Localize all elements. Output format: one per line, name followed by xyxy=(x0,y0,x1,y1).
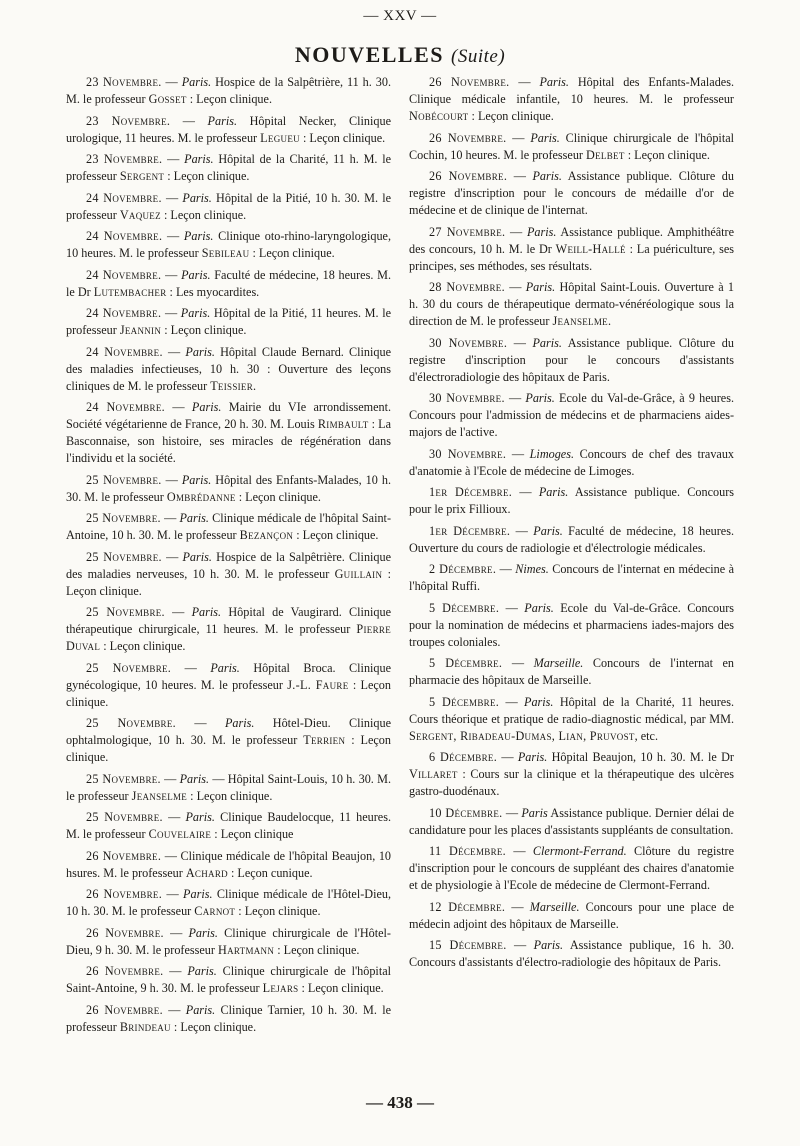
news-entry xyxy=(66,848,391,882)
entry-name: J.-L. Faure xyxy=(287,677,349,692)
news-entry xyxy=(66,886,391,920)
news-entry xyxy=(66,771,391,805)
entry-text: Concours de l'internat en pharmacie des hôpitaux de Marseille. xyxy=(409,656,735,687)
entry-date: 5 Décembre. xyxy=(429,600,500,615)
entry-place: Marseille. xyxy=(529,899,580,914)
news-entry xyxy=(409,749,734,800)
entry-tail: : Leçon clinique. xyxy=(66,677,391,709)
entry-date: 30 Novembre. xyxy=(429,335,508,350)
entry-dash: — xyxy=(506,130,531,145)
entry-date: 25 Novembre. xyxy=(86,810,163,824)
entry-date: 24 Novembre. xyxy=(86,400,165,414)
entry-dash: — xyxy=(161,306,181,320)
entry-text: Hôpital de la Charité, 11 h. M. le professeur xyxy=(66,152,392,183)
entry-date: 28 Novembre. xyxy=(429,280,505,294)
entry-tail: : Leçon clinique. xyxy=(298,981,384,995)
entry-place: Marseille. xyxy=(533,656,584,670)
entry-date: 6 Décembre. xyxy=(429,750,498,764)
entry-text: Clinique médicale de l'Hôtel-Dieu, 10 h. 30. M. le professeur xyxy=(66,887,392,918)
entry-dash: — xyxy=(161,190,183,205)
news-entry xyxy=(66,660,391,711)
entry-date: 24 Novembre. xyxy=(86,267,162,282)
entry-date: 25 Novembre. xyxy=(86,472,162,487)
entry-text: Hôpital Necker, Clinique urologique, 11 heures. M. le professeur xyxy=(66,113,392,145)
entry-name: Weill-Hallé xyxy=(555,241,626,256)
entry-place: Paris. xyxy=(181,472,212,487)
entry-date: 26 Novembre. xyxy=(429,75,510,89)
right-column xyxy=(409,74,734,976)
entry-text: Hospice de la Salpêtrière, 11 h. 30. M. le professeur xyxy=(66,75,391,106)
entry-text: Clinique Tarnier, 10 h. 30. M. le professeur xyxy=(66,1002,391,1034)
entry-text: Clinique Baudelocque, 11 heures. M. le professeur xyxy=(66,810,392,841)
entry-tail: : Leçon clinique. xyxy=(249,246,335,260)
entry-dash: — xyxy=(504,280,526,294)
entry-dash: — xyxy=(506,938,534,952)
entry-dash: — xyxy=(171,660,211,675)
entry-name: Nobécourt xyxy=(409,109,469,123)
entry-place: Paris. xyxy=(525,391,555,405)
entry-dash: — xyxy=(163,964,188,978)
entry-place: Paris. xyxy=(532,169,562,183)
entry-name: Legueu xyxy=(260,130,300,145)
entry-text: Faculté de médecine, 18 heures. M. le Dr xyxy=(66,267,392,299)
entry-text: Assistance publique. Clôture du registre d'inscription pour le concours de médaille d'or de médecine et de clinique de l'internat. xyxy=(409,169,734,217)
entry-date: 24 Novembre. xyxy=(86,190,162,205)
entry-name: Rimbault xyxy=(317,417,369,431)
news-entry xyxy=(409,168,734,219)
entry-tail: : Leçon clinique. xyxy=(186,92,272,106)
entry-text: Assistance publique. Amphithéâtre des concours, 10 h. M. le Dr xyxy=(409,224,734,256)
entry-place: Paris. xyxy=(183,887,213,901)
entry-name: Sergent, Ribadeau-Dumas, Lian, Pruvost xyxy=(409,728,635,743)
news-entry xyxy=(66,510,391,544)
news-entry xyxy=(409,523,734,557)
entry-date: 2 Décembre. xyxy=(429,562,497,576)
entry-text: Assistance publique. Concours pour le prix Fillioux. xyxy=(409,485,734,516)
entry-dash: — xyxy=(160,771,180,786)
news-entry xyxy=(409,694,734,745)
entry-dash: — xyxy=(499,694,525,709)
entry-text: Hôpital Broca. Clinique gynécologique, 10 heures. M. le professeur xyxy=(66,660,392,692)
entry-place: Paris. xyxy=(538,485,569,499)
entry-dash: — xyxy=(176,716,225,730)
news-entry xyxy=(409,224,734,275)
news-entry xyxy=(66,113,391,147)
entry-text: Faculté de médecine, 18 heures. Ouverture du cours de radiologie et d'électrologie médicales. xyxy=(409,523,735,555)
entry-text: Hôpital des Enfants-Malades. Clinique médicale infantile, 10 heures. M. le professeur xyxy=(409,75,735,106)
entry-text: Clinique médicale de l'hôpital Beaujon, 10 hsures. M. le professeur xyxy=(66,848,392,880)
entry-place: Paris. xyxy=(181,267,211,282)
entry-tail: : Leçon clinique. xyxy=(468,109,554,123)
entry-place: Paris. xyxy=(184,152,214,166)
entry-name: Jeannin xyxy=(119,323,162,337)
entry-date: 26 Novembre. xyxy=(86,925,164,940)
entry-text: Hospice de la Salpêtrière. Clinique des maladies nerveuses, 10 h. 30. M. le professeur xyxy=(66,549,392,581)
news-entry xyxy=(409,130,734,164)
entry-date: 12 Décembre. xyxy=(429,899,506,914)
entry-date: 24 Novembre. xyxy=(86,229,163,243)
entry-place: Paris. xyxy=(524,600,554,615)
entry-text: Assistance publique. Clôture du registre d'inscription pour le concours d'assistants d'électroradiologie des hôpitaux de Paris. xyxy=(409,335,734,384)
entry-dash: — xyxy=(510,523,534,538)
entry-text: Hôpital de la Pitié, 11 heures. M. le professeur xyxy=(66,306,391,337)
entry-date: 26 Novembre. xyxy=(86,1002,163,1017)
entry-place: Paris. xyxy=(188,925,218,940)
entry-dash: — xyxy=(161,267,182,282)
news-entry xyxy=(66,809,391,843)
news-entry xyxy=(409,655,734,689)
entry-date: 25 Novembre. xyxy=(86,660,172,675)
news-entry xyxy=(409,600,734,651)
entry-date: 5 Décembre. xyxy=(429,656,503,670)
entry-date: 1er Décembre. xyxy=(429,485,513,499)
news-entry xyxy=(409,561,734,595)
entry-name: Couvelaire xyxy=(148,827,212,841)
entry-place: Paris. xyxy=(185,344,215,359)
entry-tail: : Leçon clinique. xyxy=(274,942,360,957)
entry-date: 25 Novembre. xyxy=(86,771,161,786)
entry-dash: — xyxy=(161,472,182,487)
entry-dash: — xyxy=(161,75,182,89)
entry-date: 10 Décembre. xyxy=(429,805,503,820)
entry-text: Ecole du Val-de-Grâce, à 9 heures. Concours pour l'admission de médecins et de pharmaciens aides-majors de l'active. xyxy=(409,391,735,439)
entry-dash: — xyxy=(162,810,186,824)
entry-place: Paris. xyxy=(533,523,563,538)
entry-place: Paris xyxy=(521,805,548,820)
entry-place: Paris. xyxy=(180,306,211,320)
news-entry xyxy=(66,151,391,185)
entry-name: Teissier xyxy=(210,378,254,393)
entry-place: Paris. xyxy=(539,75,569,89)
entry-place: Paris. xyxy=(179,771,210,786)
entry-text: Concours pour une place de médecin adjoint des hôpitaux de Marseille. xyxy=(409,899,735,931)
entry-text: Hôpital de Vaugirard. Clinique thérapeutique chirurgicale, 11 heures. M. le professeur xyxy=(66,605,392,636)
entry-place: Paris. xyxy=(185,810,215,824)
entry-text: Hôpital de la Pitié, 10 h. 30. M. le professeur xyxy=(66,190,392,222)
entry-place: Paris. xyxy=(187,964,217,978)
entry-date: 1er Décembre. xyxy=(429,523,511,538)
news-entry xyxy=(66,925,391,959)
entry-date: 25 Novembre. xyxy=(86,511,161,525)
news-entry xyxy=(409,74,734,125)
entry-place: Nimes. xyxy=(515,562,549,576)
entry-tail: : Leçon clinique. xyxy=(161,323,247,337)
entry-dash: — xyxy=(170,113,208,128)
entry-place: Paris. xyxy=(532,335,562,350)
entry-name: Lejars xyxy=(262,981,299,995)
entry-text: Assistance publique. Dernier délai de candidature pour les places d'assistants suppléants de consultation. xyxy=(409,805,734,837)
entry-date: 26 Novembre. xyxy=(86,848,162,863)
entry-dash: — xyxy=(162,229,184,243)
entry-text: Mairie du VIe arrondissement. Société végétarienne de France, 20 h. 30. M. Louis xyxy=(66,400,392,431)
entry-place: Paris. xyxy=(191,605,222,619)
entry-place: Paris. xyxy=(181,75,212,89)
entry-place: Paris. xyxy=(183,229,214,243)
entry-dash: — xyxy=(162,344,186,359)
entry-date: 26 Novembre. xyxy=(429,169,508,183)
entry-name: Gosset xyxy=(148,92,187,106)
entry-text: Hôpital Claude Bernard. Clinique des maladies infectieuses, 10 h. 30 : Ouverture des leçons cliniques de M. le professeur xyxy=(66,344,392,393)
entry-tail: : Leçon clinique. xyxy=(624,147,710,162)
entry-text: Ecole du Val-de-Grâce. Concours pour la nomination de médecins et pharmaciens iades-majors des troupes coloniales. xyxy=(409,600,734,649)
entry-text: Hôtel-Dieu. Clinique ophtalmologique, 10 h. 30. M. le professeur xyxy=(66,716,392,747)
news-entry xyxy=(409,335,734,386)
entry-dash: — xyxy=(509,75,540,89)
entry-tail: , etc. xyxy=(634,728,659,743)
entry-date: 23 Novembre. xyxy=(86,152,163,166)
news-entry xyxy=(66,305,391,339)
entry-text: Concours de chef des travaux d'anatomie à l'Ecole de médecine de Limoges. xyxy=(409,446,735,478)
entry-tail: : Leçon clinique. xyxy=(235,904,321,918)
entry-name: Ombrédanne xyxy=(166,489,236,504)
entry-name: Vaquez xyxy=(119,207,161,222)
entry-text: Clinique chirurgicale de l'hôpital Cochin, 10 heures. M. le professeur xyxy=(409,130,735,162)
entry-name: Villaret xyxy=(409,767,458,781)
entry-text: Clinique oto-rhino-laryngologique, 10 heures. M. le professeur xyxy=(66,229,392,260)
entry-tail: : La puériculture, ses principes, ses méthodes, ses résultats. xyxy=(409,241,735,273)
entry-text: Hôpital Beaujon, 10 h. 30. M. le Dr xyxy=(547,750,734,764)
entry-tail: : Leçon clinique. xyxy=(235,489,321,504)
entry-place: Paris. xyxy=(524,694,554,709)
title-text: NOUVELLES xyxy=(294,42,445,67)
entry-tail: : Leçon clinique. xyxy=(160,207,247,222)
entry-text: Hôpital Saint-Louis. Ouverture à 1 h. 30 du cours de thérapeutique dermato-vénéréologique sous la direction de M. le professeur xyxy=(409,280,735,328)
entry-dash: — xyxy=(512,485,539,499)
entry-dash: — xyxy=(504,391,526,405)
entry-name: Carnot xyxy=(194,904,236,918)
entry-date: 26 Novembre. xyxy=(86,964,164,978)
news-entry xyxy=(409,937,734,971)
entry-place: Paris. xyxy=(210,660,240,675)
entry-name: Pierre Duval xyxy=(66,622,391,653)
news-entry xyxy=(66,74,391,108)
entry-place: Paris. xyxy=(182,549,212,564)
entry-date: 27 Novembre. xyxy=(429,224,506,239)
entry-dash: — xyxy=(496,562,516,576)
left-column xyxy=(66,74,391,1040)
entry-place: Paris. xyxy=(207,113,238,128)
news-entry xyxy=(66,190,391,224)
news-entry xyxy=(409,805,734,839)
entry-name: Brindeau xyxy=(119,1019,171,1034)
entry-tail: : Leçon clinique. xyxy=(164,169,250,183)
entry-dash: — xyxy=(163,925,189,940)
entry-date: 24 Novembre. xyxy=(86,306,162,320)
entry-dash: — xyxy=(502,805,522,820)
entry-tail: : Leçon clinique. xyxy=(66,733,391,764)
entry-tail: : Les myocardites. xyxy=(166,284,260,299)
entry-date: 24 Novembre. xyxy=(86,344,163,359)
entry-name: Sebileau xyxy=(201,246,250,260)
entry-name: Lutembacher xyxy=(93,284,167,299)
entry-name: Achard xyxy=(185,865,228,880)
entry-dash: — xyxy=(505,899,530,914)
entry-tail: : Leçon cunique. xyxy=(227,865,313,880)
news-entry xyxy=(409,279,734,330)
entry-place: Paris. xyxy=(191,400,222,414)
entry-name: Terrien xyxy=(303,733,346,747)
entry-name: Bezançon xyxy=(239,528,294,542)
entry-text: Clinique chirurgicale de l'Hôtel-Dieu, 9 h. 30. M. le professeur xyxy=(66,925,391,957)
entry-place: Paris. xyxy=(533,938,564,952)
entry-text: Hôpital des Enfants-Malades, 10 h. 30. M. le professeur xyxy=(66,472,391,504)
news-entry xyxy=(66,399,391,467)
page-title xyxy=(0,42,800,68)
entry-date: 25 Novembre. xyxy=(86,605,165,619)
entry-dash: — xyxy=(499,600,525,615)
entry-name: Sergent xyxy=(119,169,165,183)
entry-dash: — xyxy=(506,446,530,461)
entry-date: 23 Novembre. xyxy=(86,113,171,128)
entry-date: 26 Novembre. xyxy=(86,887,163,901)
entry-date: 30 Novembre. xyxy=(429,391,505,405)
entry-dash: — xyxy=(161,549,183,564)
entry-name: Jeanselme xyxy=(552,314,608,328)
news-entry xyxy=(409,899,734,933)
news-entry xyxy=(409,484,734,518)
entry-date: 30 Novembre. xyxy=(429,446,507,461)
page-number: — 438 — xyxy=(366,1093,434,1112)
entry-tail: : Leçon clinique. xyxy=(66,566,391,598)
news-entry xyxy=(66,267,391,301)
entry-place: Paris. xyxy=(185,1002,216,1017)
entry-date: 5 Décembre. xyxy=(429,694,500,709)
entry-place: Limoges. xyxy=(529,446,575,461)
entry-dash: — xyxy=(162,887,184,901)
entry-dash: — xyxy=(164,605,192,619)
entry-place: Paris. xyxy=(179,511,209,525)
news-entry xyxy=(66,472,391,506)
entry-tail: : Leçon clinique xyxy=(211,827,294,841)
entry-dash: — xyxy=(165,400,192,414)
entry-date: 26 Novembre. xyxy=(429,130,507,145)
entry-place: Paris. xyxy=(525,280,556,294)
roman-page-header: — XXV — xyxy=(363,8,437,24)
entry-dash: — xyxy=(162,152,185,166)
entry-place: Clermont-Ferrand. xyxy=(532,844,627,858)
news-entry xyxy=(409,446,734,480)
entry-dash: — xyxy=(162,1002,186,1017)
entry-dash: — xyxy=(497,750,518,764)
entry-dash: — xyxy=(507,335,533,350)
entry-name: Hartmann xyxy=(217,942,275,957)
entry-dash: — xyxy=(160,511,180,525)
entry-date: 15 Décembre. xyxy=(429,938,507,952)
entry-date: 25 Novembre. xyxy=(86,549,162,564)
entry-dash: — xyxy=(502,656,534,670)
entry-date: 11 Décembre. xyxy=(429,844,507,858)
entry-name: Jeanselme xyxy=(131,788,188,803)
news-entry xyxy=(66,1002,391,1036)
entry-tail: : Leçon clinique. xyxy=(100,639,186,653)
entry-text: Clinique chirurgicale de l'hôpital Saint-Antoine, 9 h. 30. M. le professeur xyxy=(66,964,392,995)
entry-place: Paris. xyxy=(530,130,560,145)
entry-tail: : Leçon clinique. xyxy=(187,788,273,803)
title-suite: (Suite) xyxy=(451,46,506,67)
news-entry xyxy=(409,843,734,894)
entry-text: Clôture du registre d'inscription pour le concours de suppléant des chaires d'anatomie et de physiologie à l'Ecole de médecine de Clermont-Ferrand. xyxy=(409,844,734,892)
entry-text: Assistance publique, 16 h. 30. Concours d'assistants d'électro-radiologie des hôpitaux de Paris. xyxy=(409,938,734,969)
news-entry xyxy=(66,344,391,395)
entry-name: Guillain xyxy=(334,566,383,581)
entry-place: Paris. xyxy=(182,190,212,205)
news-entry xyxy=(66,604,391,655)
entry-tail: : Leçon clinique. xyxy=(293,528,379,542)
entry-tail: . xyxy=(253,378,257,393)
entry-place: Paris. xyxy=(517,750,548,764)
entry-text: Concours de l'internat en médecine à l'hôpital Ruffi. xyxy=(409,562,734,593)
entry-tail: : Leçon clinique. xyxy=(299,130,386,145)
entry-text: Clinique médicale de l'hôpital Saint-Antoine, 10 h. 30. M. le professeur xyxy=(66,511,391,542)
entry-tail: : Leçon clinique. xyxy=(170,1019,257,1034)
news-entry xyxy=(66,549,391,600)
entry-dash: — xyxy=(161,848,181,863)
entry-tail: : Cours sur la clinique et la thérapeutique des ulcères gastro-duodénaux. xyxy=(409,767,734,798)
entry-tail: : La Basconnaise, son histoire, ses miracles de régénération dans l'individu et la société. xyxy=(66,417,391,465)
entry-place: Paris. xyxy=(224,716,255,730)
entry-name: Delbet xyxy=(586,147,625,162)
entry-place: Paris. xyxy=(526,224,557,239)
entry-tail: . xyxy=(607,314,611,328)
entry-date: 23 Novembre. xyxy=(86,75,162,89)
news-entry xyxy=(66,715,391,766)
entry-text: — Hôpital Saint-Louis, 10 h. 30. M. le professeur xyxy=(66,771,391,803)
entry-text: Hôpital de la Charité, 11 heures. Cours théorique et pratique de radio-diagnostic médical, par MM. xyxy=(409,694,734,726)
entry-date: 25 Novembre. xyxy=(86,716,177,730)
news-entry xyxy=(66,228,391,262)
entry-dash: — xyxy=(506,844,533,858)
news-entry xyxy=(66,963,391,997)
entry-dash: — xyxy=(505,224,527,239)
entry-dash: — xyxy=(507,169,533,183)
news-entry xyxy=(409,390,734,441)
